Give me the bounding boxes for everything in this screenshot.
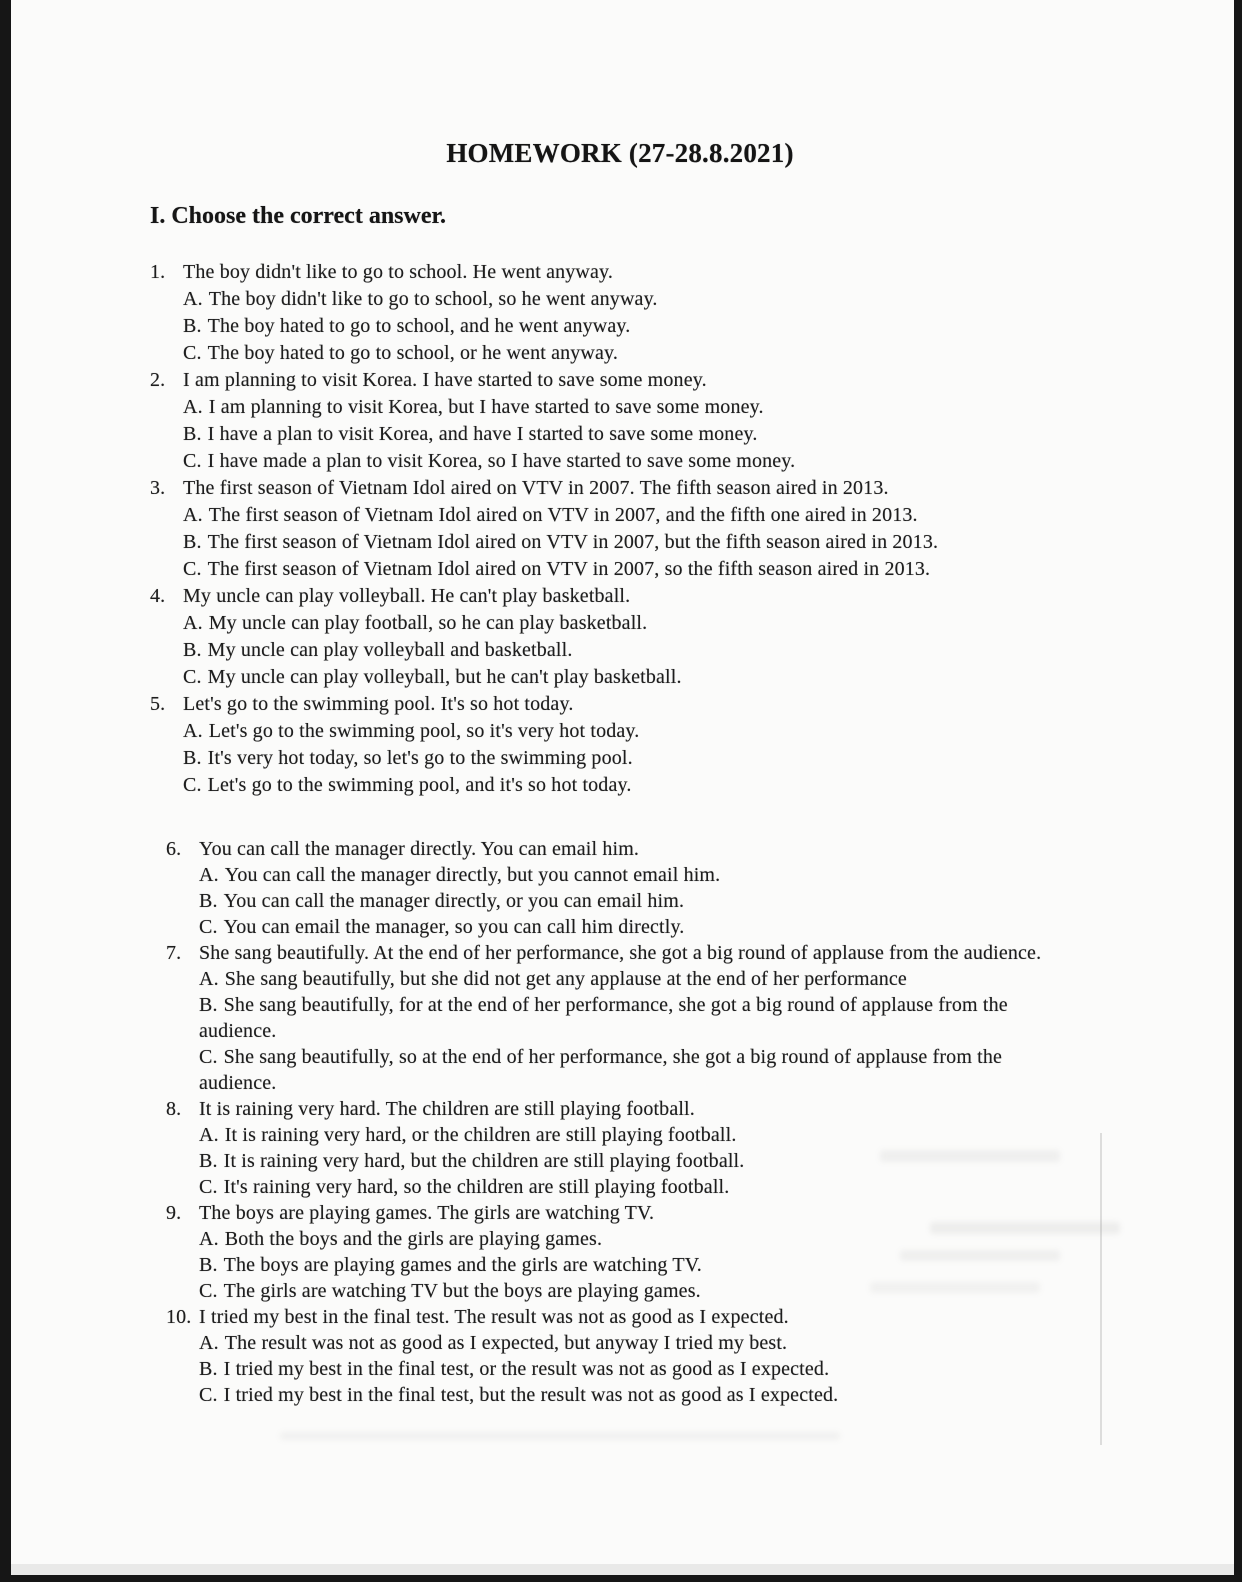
option-a xyxy=(166,1226,1055,1252)
section-heading: I. Choose the correct answer. xyxy=(150,203,446,229)
option-text: I tried my best in the final test, but the result was not as good as I expected. xyxy=(223,1384,839,1406)
option-a xyxy=(166,862,1055,888)
option-b xyxy=(150,313,1055,340)
question-4 xyxy=(150,583,1055,691)
question-number: 5. xyxy=(150,693,166,715)
option-c xyxy=(166,1278,1055,1304)
question-number: 7. xyxy=(166,942,182,964)
option-c xyxy=(150,448,1055,475)
option-text: You can email the manager, so you can call him directly. xyxy=(223,916,685,938)
option-label: B. xyxy=(183,747,202,769)
option-text: Both the boys and the girls are playing games. xyxy=(224,1228,603,1250)
scan-border-right xyxy=(1234,0,1242,1582)
option-a xyxy=(166,1330,1055,1356)
option-text: The first season of Vietnam Idol aired on VTV in 2007, but the fifth season aired in 2013. xyxy=(207,531,939,553)
question-list xyxy=(150,259,1055,1408)
question-number: 6. xyxy=(166,838,182,860)
option-text: I am planning to visit Korea, but I have started to save some money. xyxy=(208,396,764,418)
question-9 xyxy=(166,1200,1055,1304)
option-b xyxy=(150,745,1055,772)
page-title: HOMEWORK (27-28.8.2021) xyxy=(446,138,794,168)
option-label: B. xyxy=(199,1150,218,1172)
option-text: It's raining very hard, so the children are still playing football. xyxy=(223,1176,730,1198)
option-text: I have made a plan to visit Korea, so I have started to save some money. xyxy=(207,450,796,472)
option-b xyxy=(150,529,1055,556)
option-c xyxy=(150,772,1055,799)
option-b xyxy=(150,421,1055,448)
option-text: The first season of Vietnam Idol aired on VTV in 2007, so the fifth season aired in 2013. xyxy=(207,558,931,580)
option-label: C. xyxy=(183,558,202,580)
option-label: C. xyxy=(199,1280,218,1302)
option-label: B. xyxy=(183,423,202,445)
question-stem: The boys are playing games. The girls are watching TV. xyxy=(199,1202,655,1224)
option-label: C. xyxy=(183,342,202,364)
option-a xyxy=(150,286,1055,313)
option-b xyxy=(166,1252,1055,1278)
option-text: She sang beautifully, for at the end of her performance, she got a big round of applause from the audience. xyxy=(199,994,1008,1042)
option-label: A. xyxy=(183,720,203,742)
option-label: C. xyxy=(183,774,202,796)
option-text: The girls are watching TV but the boys are playing games. xyxy=(223,1280,701,1302)
question-number: 2. xyxy=(150,369,166,391)
question-stem: She sang beautifully. At the end of her performance, she got a big round of applause from the audience. xyxy=(199,942,1042,964)
option-label: B. xyxy=(183,639,202,661)
question-6 xyxy=(166,836,1055,940)
option-text: I tried my best in the final test, or the result was not as good as I expected. xyxy=(223,1358,830,1380)
question-stem: My uncle can play volleyball. He can't play basketball. xyxy=(183,585,631,607)
question-list-second-block xyxy=(166,836,1055,1408)
option-c xyxy=(166,1174,1055,1200)
option-text: The first season of Vietnam Idol aired on VTV in 2007, and the fifth one aired in 2013. xyxy=(208,504,918,526)
question-number: 8. xyxy=(166,1098,182,1120)
scan-artifact-line xyxy=(1100,1133,1102,1445)
option-a xyxy=(150,394,1055,421)
option-text: She sang beautifully, but she did not get any applause at the end of her performance xyxy=(224,968,907,990)
option-c xyxy=(166,1044,1055,1096)
option-text: Let's go to the swimming pool, so it's very hot today. xyxy=(208,720,640,742)
question-stem: I tried my best in the final test. The result was not as good as I expected. xyxy=(199,1306,789,1328)
option-label: C. xyxy=(183,450,202,472)
option-a xyxy=(150,610,1055,637)
option-label: B. xyxy=(199,1254,218,1276)
question-stem: The boy didn't like to go to school. He went anyway. xyxy=(183,261,614,283)
question-stem: You can call the manager directly. You can email him. xyxy=(199,838,640,860)
option-b xyxy=(166,888,1055,914)
option-text: I have a plan to visit Korea, and have I started to save some money. xyxy=(207,423,758,445)
option-text: She sang beautifully, so at the end of her performance, she got a big round of applause from the audience. xyxy=(199,1046,1003,1094)
option-label: A. xyxy=(199,1332,219,1354)
worksheet-page xyxy=(150,138,1090,1408)
option-c xyxy=(166,914,1055,940)
option-a xyxy=(166,966,1055,992)
question-7 xyxy=(166,940,1055,1096)
question-number: 9. xyxy=(166,1202,182,1224)
option-a xyxy=(150,718,1055,745)
option-c xyxy=(150,340,1055,367)
option-b xyxy=(166,1356,1055,1382)
option-text: My uncle can play volleyball and basketball. xyxy=(207,639,573,661)
question-5 xyxy=(150,691,1055,799)
option-text: The result was not as good as I expected, but anyway I tried my best. xyxy=(224,1332,788,1354)
option-label: B. xyxy=(199,890,218,912)
question-2 xyxy=(150,367,1055,475)
option-label: B. xyxy=(199,994,218,1016)
question-stem: It is raining very hard. The children are still playing football. xyxy=(199,1098,695,1120)
option-text: You can call the manager directly, but you cannot email him. xyxy=(224,864,721,886)
question-number: 3. xyxy=(150,477,166,499)
option-label: C. xyxy=(199,916,218,938)
option-label: B. xyxy=(183,531,202,553)
option-label: B. xyxy=(183,315,202,337)
question-10 xyxy=(166,1304,1055,1408)
option-label: C. xyxy=(183,666,202,688)
question-8 xyxy=(166,1096,1055,1200)
question-number: 1. xyxy=(150,261,166,283)
option-text: The boy hated to go to school, or he went anyway. xyxy=(207,342,619,364)
question-number: 4. xyxy=(150,585,166,607)
question-number: 10. xyxy=(166,1306,192,1328)
option-text: It's very hot today, so let's go to the swimming pool. xyxy=(207,747,633,769)
option-c xyxy=(166,1382,1055,1408)
question-stem: I am planning to visit Korea. I have started to save some money. xyxy=(183,369,707,391)
option-label: A. xyxy=(183,288,203,310)
option-c xyxy=(150,664,1055,691)
option-label: A. xyxy=(183,504,203,526)
option-b xyxy=(166,992,1055,1044)
option-label: C. xyxy=(199,1384,218,1406)
option-label: A. xyxy=(183,612,203,634)
option-text: The boy didn't like to go to school, so he went anyway. xyxy=(208,288,658,310)
option-text: It is raining very hard, or the children are still playing football. xyxy=(224,1124,737,1146)
option-b xyxy=(166,1148,1055,1174)
option-label: A. xyxy=(199,1228,219,1250)
option-label: A. xyxy=(199,864,219,886)
option-c xyxy=(150,556,1055,583)
scan-border-left xyxy=(0,0,11,1582)
option-label: C. xyxy=(199,1176,218,1198)
option-label: A. xyxy=(199,968,219,990)
option-text: Let's go to the swimming pool, and it's so hot today. xyxy=(207,774,632,796)
option-label: A. xyxy=(183,396,203,418)
option-a xyxy=(150,502,1055,529)
option-text: My uncle can play football, so he can play basketball. xyxy=(208,612,648,634)
option-text: My uncle can play volleyball, but he can't play basketball. xyxy=(207,666,682,688)
scan-border-bottom-shadow xyxy=(11,1564,1234,1575)
option-label: A. xyxy=(199,1124,219,1146)
option-text: It is raining very hard, but the children are still playing football. xyxy=(223,1150,745,1172)
option-text: The boy hated to go to school, and he went anyway. xyxy=(207,315,631,337)
option-b xyxy=(150,637,1055,664)
question-stem: Let's go to the swimming pool. It's so hot today. xyxy=(183,693,574,715)
option-text: The boys are playing games and the girls are watching TV. xyxy=(223,1254,702,1276)
option-label: C. xyxy=(199,1046,218,1068)
question-1 xyxy=(150,259,1055,367)
question-3 xyxy=(150,475,1055,583)
scan-artifact-smudge xyxy=(280,1432,840,1440)
scan-border-bottom xyxy=(0,1575,1242,1582)
option-label: B. xyxy=(199,1358,218,1380)
option-a xyxy=(166,1122,1055,1148)
option-text: You can call the manager directly, or you can email him. xyxy=(223,890,685,912)
question-stem: The first season of Vietnam Idol aired on VTV in 2007. The fifth season aired in 2013. xyxy=(183,477,889,499)
